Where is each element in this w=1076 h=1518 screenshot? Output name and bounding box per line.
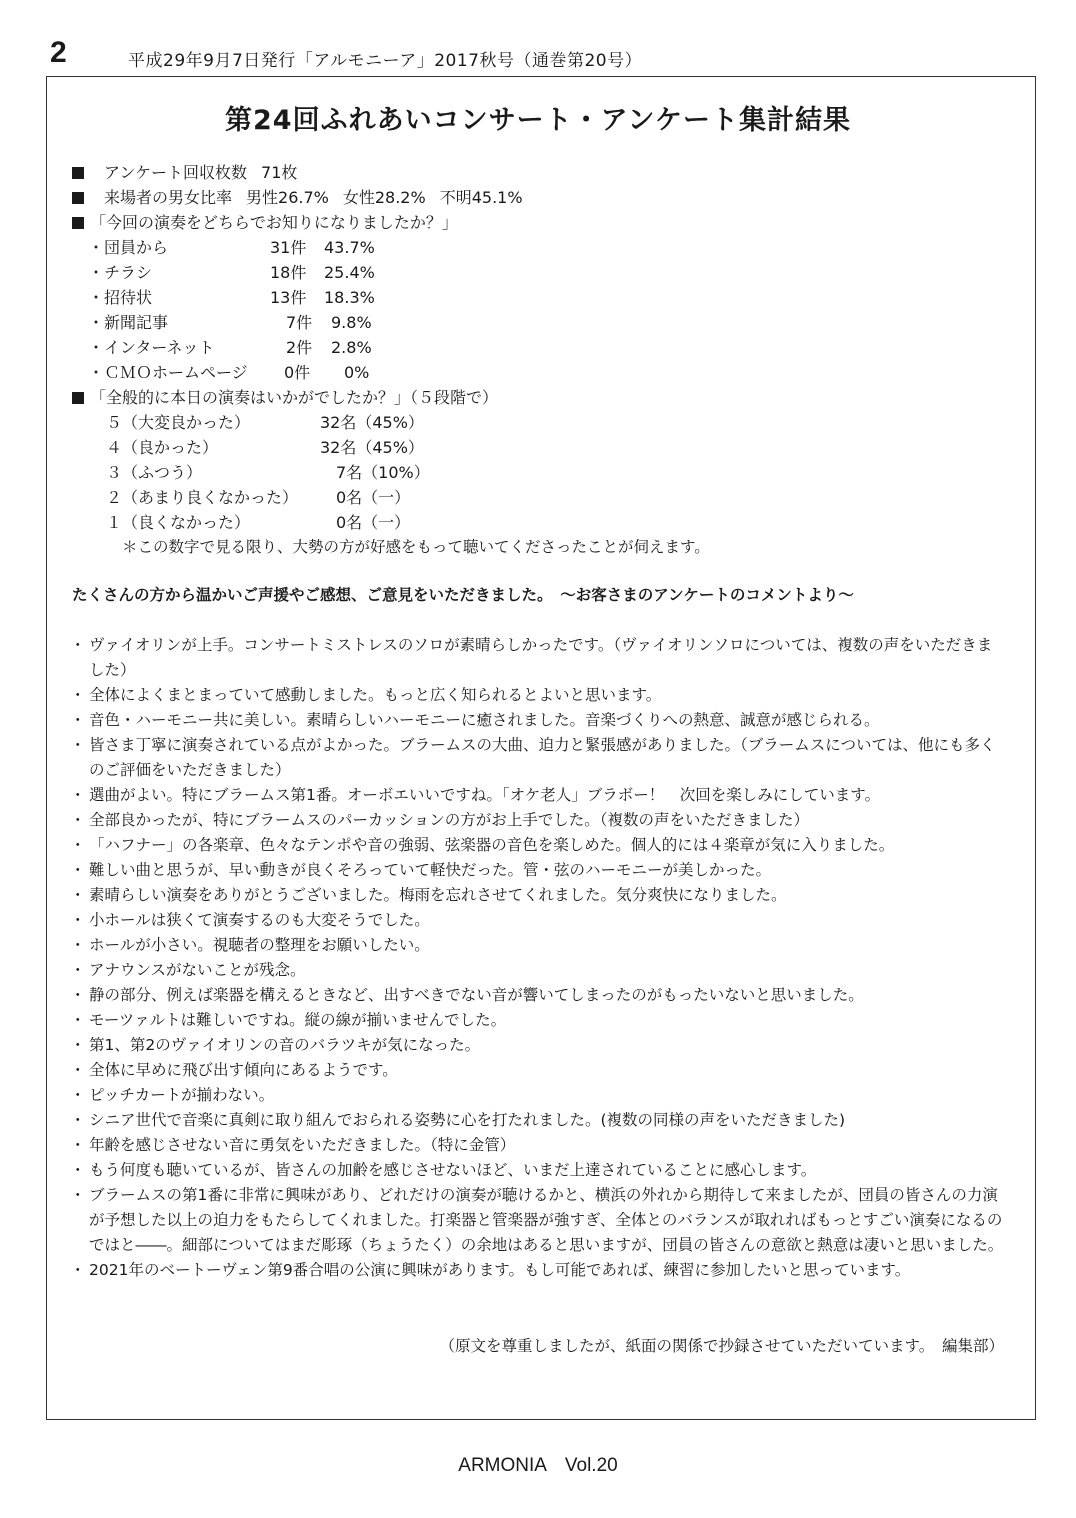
q2-row-label: ２（あまり良くなかった） (106, 488, 299, 507)
q1-row-label: ・ＣＭＯホームページ (88, 363, 248, 382)
list-item: ・ 素晴らしい演奏をありがとうございました。梅雨を忘れさせてくれました。気分爽快になりました。 (74, 883, 1006, 908)
issue-line: 平成29年9月7日発行「アルモニーア」2017秋号（通巻第20号） (128, 51, 643, 71)
list-item: ・ ホールが小さい。視聴者の整理をお願いしたい。 (74, 933, 1006, 958)
q1-row-pct: 9.8% (331, 313, 372, 332)
page-number: 2 (50, 36, 67, 69)
list-item: ・ もう何度も聴いているが、皆さんの加齢を感じさせないほど、いまだ上達されていることに感心します。 (74, 1158, 1006, 1183)
list-item: ・ ヴァイオリンが上手。コンサートミストレスのソロが素晴らしかったです。（ヴァイオリンソロについては、複数の声をいただきました） (74, 633, 1006, 683)
q2-row-value: 0名（一） (336, 488, 411, 507)
stat-collected (72, 160, 297, 185)
list-item: ・ 年齢を感じさせない音に勇気をいただきました。（特に金管） (74, 1133, 1006, 1158)
q1-row-pct: 2.8% (331, 338, 372, 357)
editor-credit: （原文を尊重しましたが、紙面の関係で抄録させていただいています。 編集部） (439, 1337, 1004, 1355)
q1-row-pct: 43.7% (324, 238, 375, 257)
list-item: ・ 全部良かったが、特にブラームスのパーカッションの方がお上手でした。（複数の声をいただきました） (74, 808, 1006, 833)
q1-row-label: ・団員から (88, 238, 169, 257)
stat-male: 男性26.7% (246, 188, 329, 207)
q1-row-count: 2件 (286, 338, 313, 357)
list-item: ・ 静の部分、例えば楽器を構えるときなど、出すべきでない音が響いてしまったのがもったいないと思いました。 (74, 983, 1006, 1008)
q2-row-value: 0名（一） (336, 513, 411, 532)
list-item: ・ 音色・ハーモニー共に美しい。素晴らしいハーモニーに癒されました。音楽づくりへの熱意、誠意が感じられる。 (74, 708, 1006, 733)
q2-question-text: 「全般的に本日の演奏はいかがでしたか？」（５段階で） (90, 388, 499, 407)
page-footer: ARMONIA Vol.20 (458, 1455, 618, 1476)
list-item: ・ モーツァルトは難しいですね。縦の線が揃いませんでした。 (74, 1008, 1006, 1033)
square-bullet-icon (72, 167, 84, 179)
square-bullet-icon (72, 392, 84, 404)
stat-label: 来場者の男女比率 (104, 188, 233, 207)
list-item: ・ 第1、第2のヴァイオリンの音のバラツキが気になった。 (74, 1033, 1006, 1058)
list-item: ・ 全体によくまとまっていて感動しました。もっと広く知られるとよいと思います。 (74, 683, 1006, 708)
list-item: ・ 皆さま丁寧に演奏されている点がよかった。ブラームスの大曲、迫力と緊張感がありました。（ブラームスについては、他にも多くのご評価をいただきました） (74, 733, 1006, 783)
square-bullet-icon (72, 192, 84, 204)
comments-list (74, 633, 1006, 1283)
q2-row-label: ５（大変良かった） (106, 413, 251, 432)
q1-row-count: 7件 (286, 313, 313, 332)
q1-question (72, 210, 458, 235)
list-item: ・ 選曲がよい。特にブラームス第1番。オーボエいいですね。「オケ老人」ブラボー！ 次回を楽しみにしています。 (74, 783, 1006, 808)
q1-row-label: ・新聞記事 (88, 313, 169, 332)
q1-question-text: 「今回の演奏をどちらでお知りになりましたか？」 (90, 213, 458, 232)
list-item: ・ 小ホールは狭くて演奏するのも大変そうでした。 (74, 908, 1006, 933)
q1-row-pct: 0% (344, 363, 370, 382)
q2-row-value: 32名（45%） (320, 413, 424, 432)
list-item: ・ シニア世代で音楽に真剣に取り組んでおられる姿勢に心を打たれました。(複数の同様の声をいただきました) (74, 1108, 1006, 1133)
q1-row-pct: 18.3% (324, 288, 375, 307)
q1-row-label: ・招待状 (88, 288, 153, 307)
q2-row-label: ４（良かった） (106, 438, 219, 457)
q1-row-count: 0件 (284, 363, 311, 382)
q1-row-pct: 25.4% (324, 263, 375, 282)
q2-row-value: 32名（45%） (320, 438, 424, 457)
list-item: ・ 全体に早めに飛び出す傾向にあるようです。 (74, 1058, 1006, 1083)
list-item: ・ ブラームスの第1番に非常に興味があり、どれだけの演奏が聴けるかと、横浜の外れから期待して来ましたが、団員の皆さんの力演が予想した以上の迫力をもたらしてくれました。打楽器と管楽器が強すぎ、全体とのバランスが取れればもっとすごい演奏になるのではと――。細部についてはまだ彫琢（ちょうたく）の余地はあると思いますが、団員の皆さんの意欲と熱意は凄いと思いました。 (74, 1183, 1006, 1258)
q1-row-label: ・チラシ (88, 263, 153, 282)
list-item: ・ 難しい曲と思うが、早い動きが良くそろっていて軽快だった。管・弦のハーモニーが美しかった。 (74, 858, 1006, 883)
q1-row-count: 31件 (270, 238, 307, 257)
q1-row-label: ・インターネット (88, 338, 215, 357)
q1-row-count: 13件 (270, 288, 307, 307)
article-title: 第24回ふれあいコンサート・アンケート集計結果 (225, 105, 851, 136)
q2-question (72, 385, 498, 410)
q2-note: ＊この数字で見る限り、大勢の方が好感をもって聴いてくださったことが伺えます。 (122, 538, 710, 556)
list-item: ・ アナウンスがないことが残念。 (74, 958, 1006, 983)
list-item: ・ ピッチカートが揃わない。 (74, 1083, 1006, 1108)
stat-unknown: 不明45.1% (439, 188, 523, 207)
q2-row-label: １（良くなかった） (106, 513, 251, 532)
list-item: ・ 2021年のベートーヴェン第9番合唱の公演に興味があります。もし可能であれば、練習に参加したいと思っています。 (74, 1258, 1006, 1283)
comments-lead: たくさんの方から温かいご声援やご感想、ご意見をいただきました。 ～お客さまのアンケートのコメントより～ (72, 586, 854, 604)
q1-row-count: 18件 (270, 263, 307, 282)
page-header (50, 38, 1040, 72)
list-item: ・ 「ハフナー」の各楽章、色々なテンポや音の強弱、弦楽器の音色を楽しめた。個人的には４楽章が気に入りました。 (74, 833, 1006, 858)
square-bullet-icon (72, 217, 84, 229)
q2-row-label: ３（ふつう） (106, 463, 203, 482)
q2-row-value: 7名（10%） (336, 463, 430, 482)
stat-female: 女性28.2% (342, 188, 426, 207)
stat-value: 71枚 (261, 163, 298, 182)
stat-gender (72, 185, 523, 210)
stat-label: アンケート回収枚数 (104, 163, 248, 182)
